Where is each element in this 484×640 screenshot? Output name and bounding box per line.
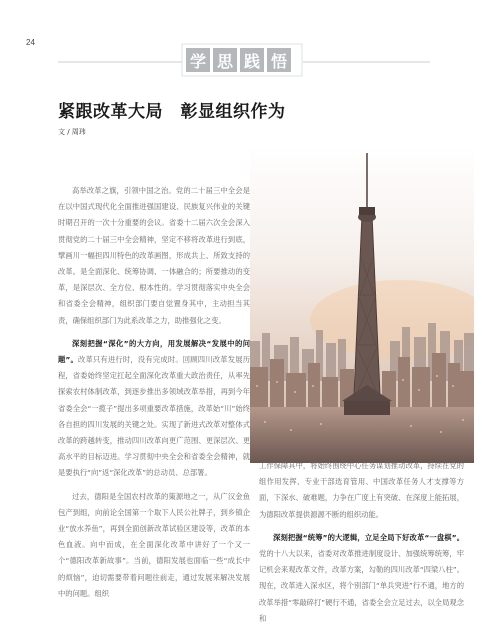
city-tower-photo: [250, 145, 474, 463]
banner-char: 思: [213, 48, 237, 72]
banner-char: 学: [186, 48, 210, 72]
body-paragraph: 高举改革之旗，引领中国之治。党的二十届三中全会是在以中国式现代化全面推进强国建设、民族复兴伟业的关键时期召开的一次十分重要的会议。省委十二届六次全会深入贯彻党的二十届三中全会精神，坚定不移将改革进行到底，擘画川一幅担四川特色的改革画图，形成共上、所致支持的改革。是全面深化、统筹协调、一体融合的；所要推动的变革，是深层次、全方位、根本性的。学习贯彻落实中央全会和省委全会精神，组织部门要自觉置身其中，主动担当其责，确保组织部门为此系改革之力，助推强化之变。: [58, 186, 250, 325]
paragraph-text: 改革只有进行时，没有完成时。回顾四川改革发展历程，省委始终坚定扛起全面深化改革重大政治责任，从率先探索农村体制改革，到逐步推出多领域改革举措，再到今年省委全会“一揽子”提出多项重要改革措施，改革始“川”始终各自担的四川发展的关键之处。实现了新进式改革对整体式改革的跨越转变，推动四川改革向更广范围、更深层次、更高水平的目标迈进。学习贯彻中央全会和省委全会精神，就是要执行“向”返“深化改革”的总动员、总部署。: [58, 355, 251, 478]
section-lead: 深刻把握“统筹”的大逻辑，立足全局下好改革“一盘棋”。: [273, 532, 464, 542]
byline: 文 / 周玮: [58, 128, 86, 136]
column-banner: [0, 0, 484, 100]
body-paragraph: 工作保障其中，将始终围绕中心任务谋划推动改革，持续在党的组作用发挥、专业干部选育管用、中国改革任务人才支撑等方面，下深水、破难题，力争在广度上有突破、在深度上能拓展，为德阳改革提供源源不断的组织动能。: [259, 461, 464, 519]
right-column: [259, 458, 464, 627]
banner-char: 悟: [267, 48, 291, 72]
body-paragraph: [259, 530, 464, 627]
article-title: 紧跟改革大局 彰显组织作为: [58, 102, 286, 122]
page-number: 24: [26, 38, 35, 47]
banner-char: 践: [240, 48, 264, 72]
left-column: [58, 183, 250, 602]
body-paragraph: [58, 336, 250, 482]
banner-title: [186, 48, 291, 72]
section-lead: 深刻把握“深化”的大方向，用发展解决“发展中的问题”。: [58, 338, 250, 365]
body-paragraph: 过去，德阳是全国农村改革的策源地之一，从广汉金鱼包产到组，向前论全国第一个取下人民公社牌子，到乡镇企业“放水养鱼”，再到全面创新改革试验区建设等，改革的本色血液。向中而成，在全面深化改革中讲好了一个又一个“德阳改革新故事”。当前，德阳发展也面临一些“成长中的烦恼”，迫切需要带着问题往前走，通过发展来解决发展中的问题。组织: [58, 491, 250, 598]
paragraph-text: 党的十八大以来，省委对改革推进制度设计、加强统筹统筹，牢记机会来观改革文件，改革方案，勾勒的四川改革“四梁八柱”。现在，改革进入深水区，将个别部门“单兵突进”行不通，地方的改革举措“零敲碎打”硬行不通，省委全会立足过去，以全局观念和: [259, 549, 464, 623]
